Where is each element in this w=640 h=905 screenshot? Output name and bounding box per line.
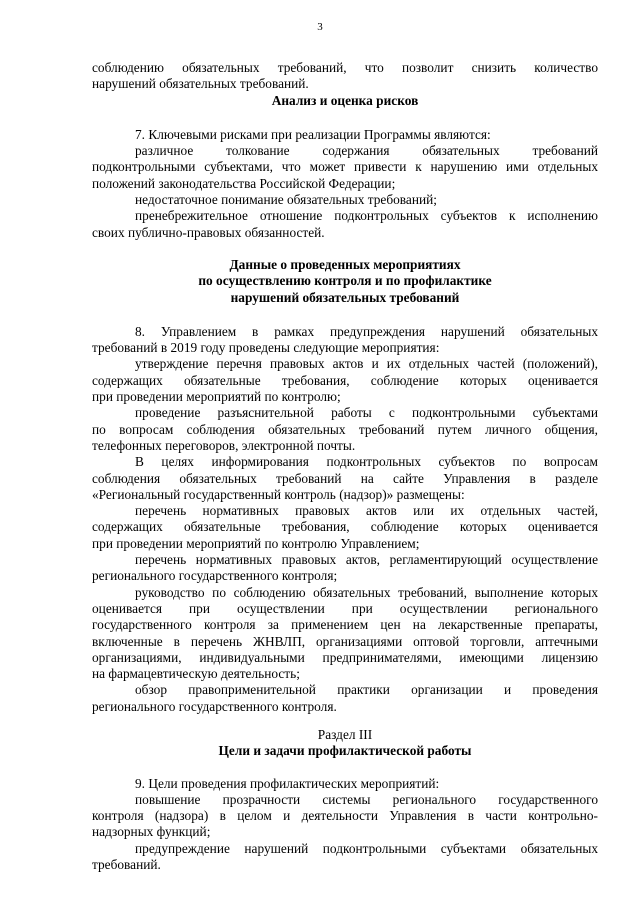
- section-label: Раздел III: [317, 726, 373, 742]
- heading-conducted-events: Данные о проведенных мероприятиях по осуществлению контроля и по профилактике нарушений обязательных требований: [198, 256, 492, 305]
- event-item-1: утверждение перечня правовых актов и их отдельных частей (положений), содержащих обязательные требования, соблюдение которых оценивается при проведении мероприятий по контролю;: [92, 356, 598, 405]
- published-item-3: руководство по соблюдению обязательных требований, выполнение которых оценивается при осуществлении при осуществлении регионального государственного контроля за применением цен на лекарственные препараты, включенные в перечень ЖНВЛП, организациями оптовой торговли, аптечными организациями, индивидуальными предпринимателями, имеющими лицензию на фармацевтическую деятельность;: [92, 584, 598, 682]
- goal-item-2: предупреждение нарушений подконтрольными субъектами обязательных требований.: [92, 840, 598, 873]
- published-item-2: перечень нормативных правовых актов, регламентирующий осуществление регионального государственного контроля;: [92, 552, 598, 584]
- heading-risk-analysis: Анализ и оценка рисков: [271, 92, 419, 108]
- paragraph-8: 8. Управлением в рамках предупреждения нарушений обязательных требований в 2019 году проведены следующие мероприятия:: [92, 323, 598, 356]
- risk-item-3: пренебрежительное отношение подконтрольных субъектов к исполнению своих публично-правовых обязанностей.: [92, 208, 598, 240]
- risk-item-1: различное толкование содержания обязательных требований подконтрольными субъектами, что может привести к нарушению ими отдельных положений законодательства Российской Федерации;: [92, 143, 598, 191]
- paragraph-7: 7. Ключевыми рисками при реализации Программы являются:: [135, 126, 491, 142]
- information-paragraph: В целях информирования подконтрольных субъектов по вопросам соблюдения обязательных требований на сайте Управления в разделе «Региональный государственный контроль (надзор)» размещены:: [92, 454, 598, 502]
- document-body: [92, 60, 598, 873]
- continuation-paragraph: соблюдению обязательных требований, что позволит снизить количество нарушений обязательных требований.: [92, 60, 598, 92]
- published-item-1: перечень нормативных правовых актов или их отдельных частей, содержащих обязательные требования, соблюдение которых оценивается при проведении мероприятий по контролю Управлением;: [92, 503, 598, 551]
- risk-item-2: недостаточное понимание обязательных требований;: [135, 192, 437, 208]
- paragraph-9: 9. Цели проведения профилактических мероприятий:: [135, 775, 440, 791]
- goal-item-1: повышение прозрачности системы регионального государственного контроля (надзора) в целом и деятельности Управления в части контрольно- надзорных функций;: [92, 791, 598, 840]
- page-number: 3: [317, 21, 323, 33]
- event-item-2: проведение разъяснительной работы с подконтрольными субъектами по вопросам соблюдения обязательных требований путем личного общения, телефонных переговоров, электронной почты.: [92, 405, 598, 453]
- published-item-4: обзор правоприменительной практики организации и проведения регионального государственного контроля.: [92, 682, 598, 714]
- section-title: Цели и задачи профилактической работы: [218, 743, 472, 759]
